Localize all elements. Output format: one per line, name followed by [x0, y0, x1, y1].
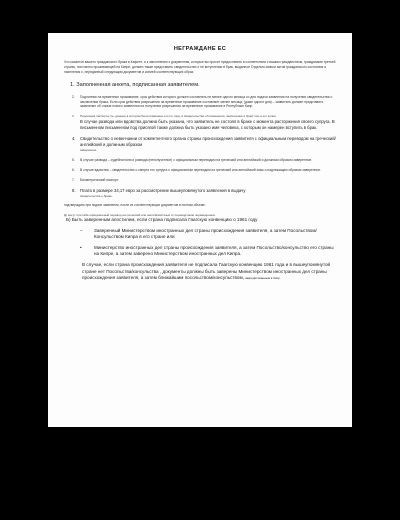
list-item: [64, 168, 336, 173]
final-text: В случае, если страна происхождения заявителя не подписала Гаагскую конвенцию 1961 года и в вышеупомянутой стране нет Посольства/консульства , документы должны быть заверены Министерством иностранных дел страны происхождения заявителя, а затем ближайшим посольством/консульством,: [82, 262, 331, 281]
item-text: Плата в размере 34,17 евро за рассмотрение вышеупомянутого заявления в выдачу: [80, 187, 246, 193]
section-heading: 1. Заполненная анкета, подписанная заявителем.: [70, 82, 200, 89]
item-number: 6.: [72, 167, 75, 172]
item-number: 8.: [72, 187, 76, 193]
item-text: Заверенный Министерством иностранных дел страны происхождения заявителя, а затем Посольством/Консульством Кипра в его стране или: [94, 227, 317, 239]
dot-bullet: •: [80, 245, 82, 251]
item-text: Подлинник на временное проживание, срок действия которого должен составлять не менее одного месяца со дня подачи заявления на получение свидетельства о заключении брака. Если срок действия разрешения на временное проживание составляет менее месяца, (даже одного дня) – заявитель должен представить заявление об отказе нового заявления на получение разрешения на временное проживание в Республике Кипр.: [80, 94, 333, 109]
final-paragraph: [64, 262, 336, 281]
list-item: [64, 228, 336, 240]
final-tail: аккредитованным в Кипр.: [245, 276, 281, 281]
list-item: [64, 114, 336, 131]
item-text: В случае развода – судебное/или и развода (неполученное) с официальным переводом на греческий или английский и должным образом заверенное.: [80, 157, 313, 162]
item-small-text: Подлинник паспорта (те, данные в котором были изменены его по тому, в свидетельстве об изменении, заключение в брак) лиц и его копии.: [80, 114, 277, 119]
dash-bullet: –: [80, 227, 83, 233]
item-number: 7.: [72, 177, 75, 182]
certification-list: [64, 228, 336, 258]
item-number: 3.: [72, 114, 75, 119]
subhead-small: Д) могут при себе официальный перевод на греческий или английский язык от переводчиков переведенных.: [64, 212, 216, 217]
item-text: В случае вдовства – свидетельство о смерти его супруга с официальным переводом на греческий или английский язык и надлежащим образом заверенное.: [80, 167, 322, 172]
list-item: [64, 95, 336, 110]
item-text: Биометрический паспорт.: [80, 177, 119, 182]
list-item: [64, 188, 336, 199]
list-item: [64, 136, 336, 153]
item-tail: заверенное.: [80, 148, 98, 153]
item-number: 4.: [72, 136, 76, 142]
list-item: [64, 178, 336, 183]
item-text: В случае развода или вдовства должна быть указана, что заявитель не состоял в браке с момента расторжения своего супруга. В письменном письменном под присягой также должна быть указано имя человека, с которым он намерен вступить в брак.: [80, 118, 335, 130]
requirements-list: [64, 95, 336, 199]
list-item: [64, 245, 336, 257]
item-tail: свидетельства о браке.: [80, 193, 113, 198]
list-item: [64, 158, 336, 163]
item-number: 2.: [72, 94, 75, 99]
item-text: Министерство иностранных дел страны происхождения заявителя, а затем Посольство/консульство его страны на Кипре, а затем заверено Министерством иностранных дел Кипра.: [94, 245, 334, 257]
intro-paragraph: Что касается вашего гражданского брака в Кафете, я к заполнению к документам, которые вы просит предоставить в соответствии с вашим гражданством, гражданами третьей страны, постоянно проживающей на Кипре: должен также представить свидетельство о не вступлении в брак, выданное Отделом записи актов гражданского состояния и населения с, переданный следующим документов и копией соответствующих образ.: [64, 60, 336, 75]
item-text: Свидетельство о невенчании от компетентного органа страны происхождения заявителя с официальным переводом на греческий/английский и должным образом: [80, 136, 336, 148]
document-title: НЕГРАЖДАНЕ ЕС: [173, 46, 227, 52]
subhead: Б) Быть заверенным апостилем, если страна подписала Гаагскую конвенцию о 1961 году: [66, 217, 258, 223]
document-page: [48, 33, 352, 427]
item-number: 5.: [72, 157, 75, 162]
separator-note: подтверждать при подаче заявления, после из соответствующих документов в полном объеме.: [64, 203, 206, 208]
